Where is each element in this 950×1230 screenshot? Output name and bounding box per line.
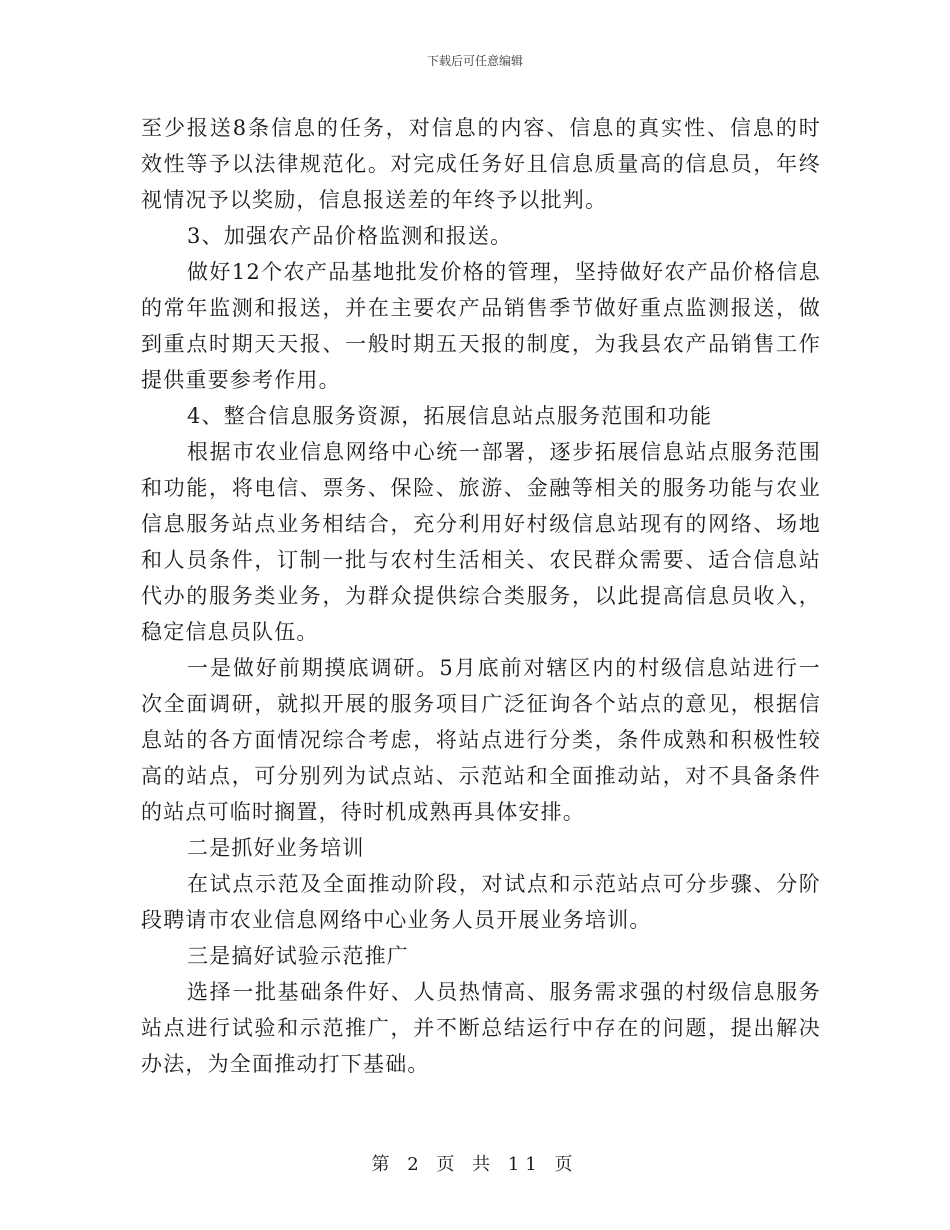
paragraph: 一是做好前期摸底调研。5月底前对辖区内的村级信息站进行一次全面调研，就拟开展的服务项目广泛征询各个站点的意见，根据信息站的各方面情况综合考虑，将站点进行分类，条件成熟和积极性较高的站点，可分别列为试点站、示范站和全面推动站，对不具备条件的站点可临时搁置，待时机成熟再具体安排。 [141,656,821,824]
page-header: 下载后可任意编辑 [426,54,523,68]
paragraph: 根据市农业信息网络中心统一部署，逐步拓展信息站点服务范围和功能，将电信、票务、保险、旅游、金融等相关的服务功能与农业信息服务站点业务相结合，充分利用好村级信息站现有的网络、场地和人员条件，订制一批与农村生活相关、农民群众需要、适合信息站代办的服务类业务，为群众提供综合类服务，以此提高信息员收入，稳定信息员队伍。 [141,440,821,644]
paragraph: 做好12个农产品基地批发价格的管理，坚持做好农产品价格信息的常年监测和报送，并在主要农产品销售季节做好重点监测报送，做到重点时期天天报、一般时期五天报的制度，为我县农产品销售工作提供重要参考作用。 [141,260,821,392]
section-heading: 3、加强农产品价格监测和报送。 [187,224,513,248]
paragraph: 选择一批基础条件好、人员热情高、服务需求强的村级信息服务站点进行试验和示范推广，并不断总结运行中存在的问题，提出解决办法，为全面推动打下基础。 [141,980,821,1076]
paragraph: 在试点示范及全面推动阶段，对试点和示范站点可分步骤、分阶段聘请市农业信息网络中心业务人员开展业务培训。 [141,872,821,932]
page-number-footer: 第 2 页 共 11 页 [371,1154,579,1175]
document-body [141,110,821,1082]
sub-heading: 三是搞好试验示范推广 [187,944,409,968]
section-heading: 4、整合信息服务资源，拓展信息站点服务范围和功能 [187,404,713,428]
sub-heading: 二是抓好业务培训 [187,836,365,860]
paragraph: 至少报送8条信息的任务，对信息的内容、信息的真实性、信息的时效性等予以法律规范化。对完成任务好且信息质量高的信息员，年终视情况予以奖励，信息报送差的年终予以批判。 [141,116,821,212]
